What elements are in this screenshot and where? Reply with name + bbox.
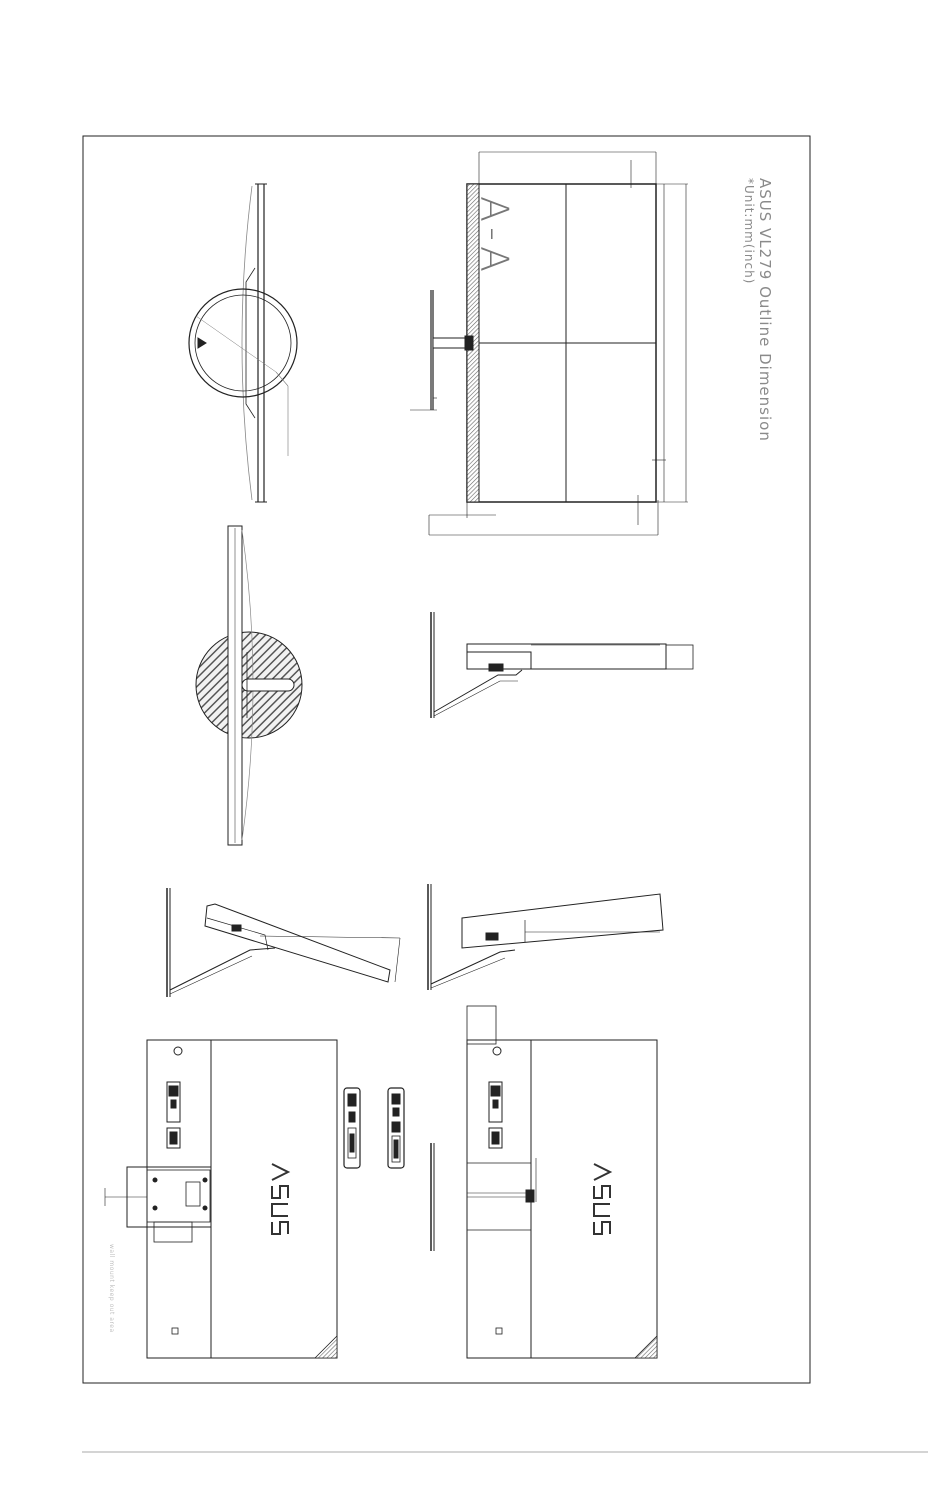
bottom-view: [196, 526, 302, 845]
connector-detail-1: [344, 1088, 360, 1168]
drawing-title: ASUS VL279 Outline Dimension: [756, 178, 774, 442]
asus-logo-right: [594, 1164, 610, 1234]
tilt-view-back: [428, 884, 663, 990]
top-view: [189, 184, 297, 502]
wall-mount-note: wall mount keep out area: [108, 1244, 115, 1333]
drawing-border: [83, 136, 810, 1383]
back-view-wall-mount: [105, 1040, 337, 1358]
front-view: [410, 152, 688, 535]
section-label: A-A: [472, 196, 516, 279]
side-view: [431, 612, 693, 718]
connector-detail-2: [388, 1088, 404, 1168]
unit-note: *Unit:mm(inch): [742, 178, 756, 285]
footer-divider: [82, 1451, 928, 1453]
tilt-view-forward: [167, 888, 400, 997]
asus-logo-left: [272, 1164, 288, 1234]
back-view-stand: [431, 1006, 657, 1358]
